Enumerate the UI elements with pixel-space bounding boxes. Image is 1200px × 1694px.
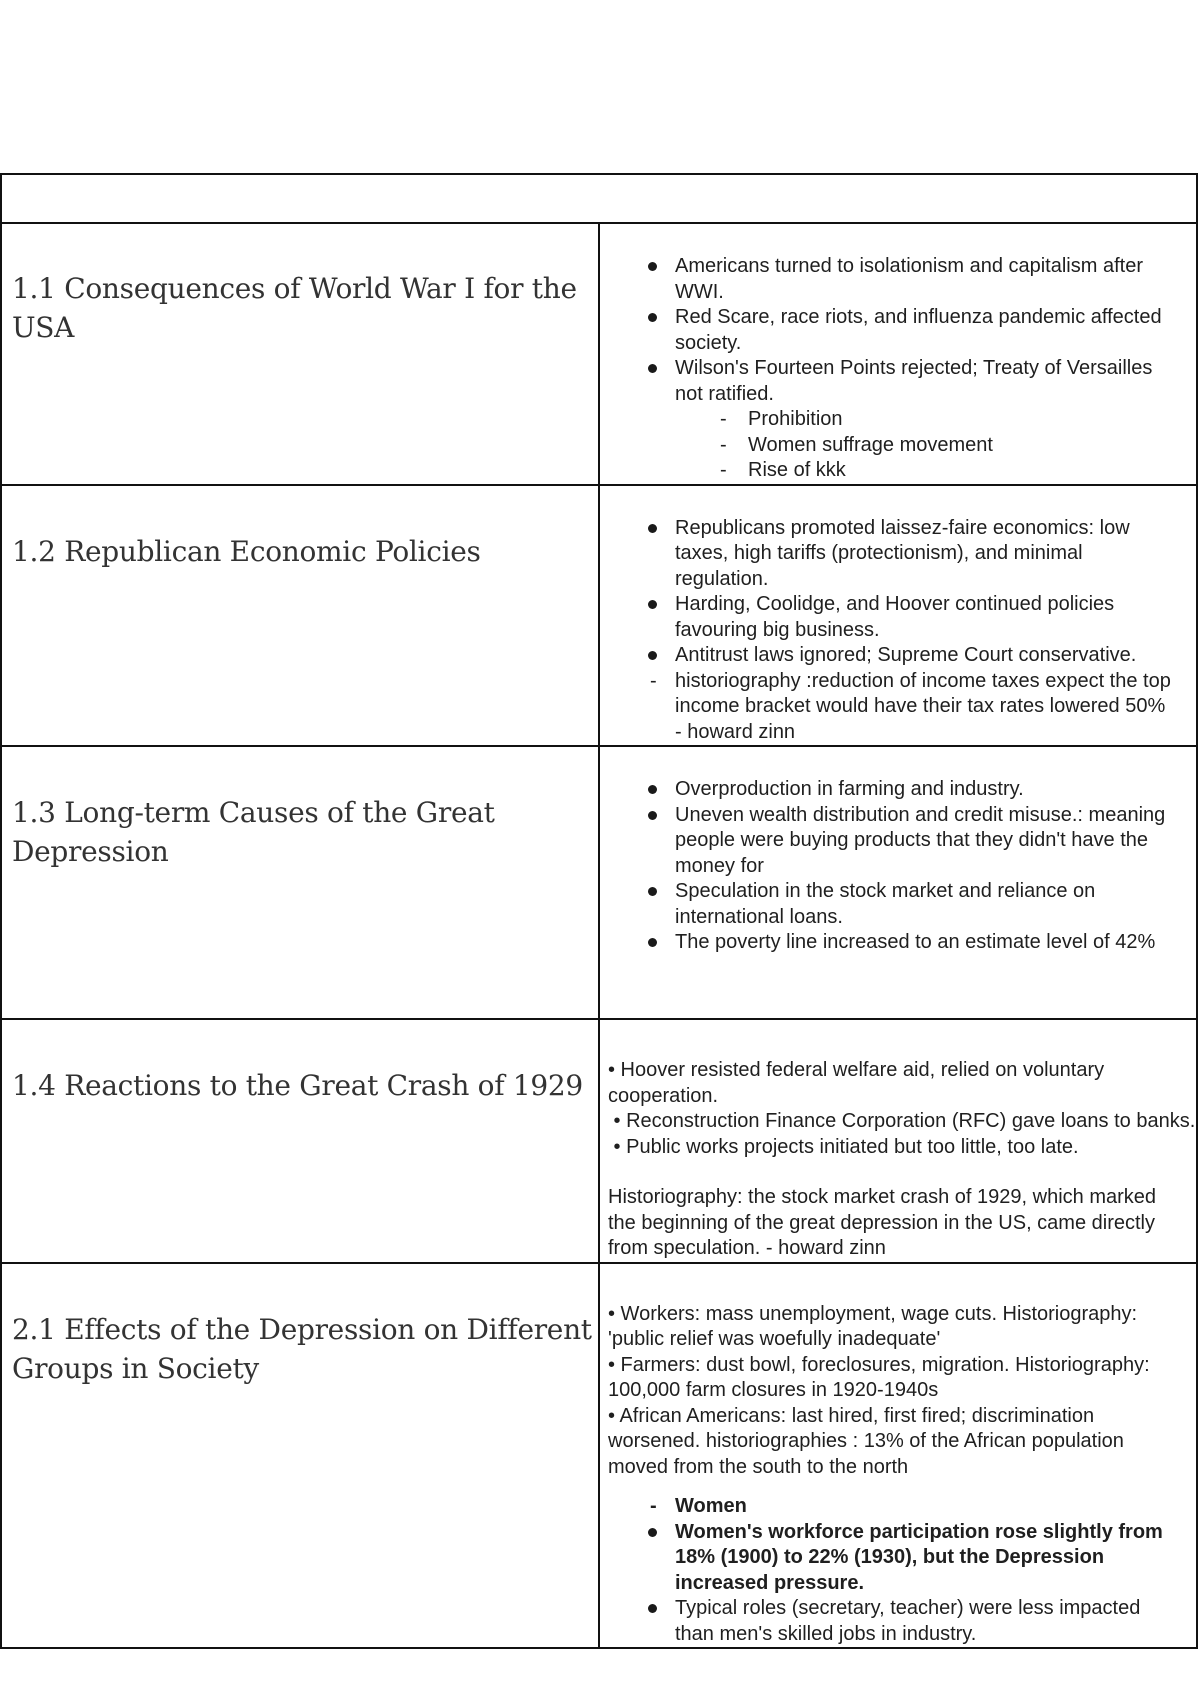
bullet-list [608,777,1176,956]
historiography-text: Historiography: the stock market crash of 1929, which marked the beginning of the great depression in the US, came directly from speculation. - howard zinn [608,1186,1157,1259]
bullet-item: Antitrust laws ignored; Supreme Court conservative. [608,643,1176,669]
topic-title: 2.1 Effects of the Depression on Different Groups in Society [12,1312,592,1385]
bullet-item: Overproduction in farming and industry. [608,777,1176,803]
bullet-item: Speculation in the stock market and reliance on international loans. [608,879,1176,930]
table-row [1,485,1197,747]
text-line: • Reconstruction Finance Corporation (RFC) gave loans to banks. [608,1110,1196,1132]
text-line: • Public works projects initiated but too little, too late. [608,1135,1079,1158]
bullet-list [608,1494,1176,1647]
content-cell [599,223,1197,485]
bullet-item: Uneven wealth distribution and credit misuse.: meaning people were buying products that they didn't have the money for [608,803,1176,880]
bullet-item: The poverty line increased to an estimate level of 42% [608,930,1176,956]
table-row [1,1263,1197,1649]
sub-bullet-item: - Women suffrage movement [608,433,1176,459]
sub-bullet-item: - Prohibition [608,407,1176,433]
bullet-item: Harding, Coolidge, and Hoover continued policies favouring big business. [608,592,1176,643]
topic-title: 1.2 Republican Economic Policies [12,534,481,568]
table-header-row [1,174,1197,223]
empty-header-cell [1,174,1197,223]
bullet-list [608,516,1176,746]
table-row [1,746,1197,1019]
text-line: • African Americans: last hired, first fired; discrimination worsened. historiographies : 13% of the African population moved from the south to the north [608,1404,1124,1478]
bullet-item: Wilson's Fourteen Points rejected; Treaty of Versailles not ratified. [608,356,1176,407]
topic-title: 1.1 Consequences of World War I for the USA [12,272,577,344]
topic-cell [1,746,599,1019]
bullet-item: Red Scare, race riots, and influenza pandemic affected society. [608,305,1176,356]
text-line: • Farmers: dust bowl, foreclosures, migration. Historiography: 100,000 farm closures in 1920-1940s [608,1353,1150,1401]
bullet-item: Americans turned to isolationism and capitalism after WWI. [608,254,1176,305]
content-cell [599,485,1197,747]
notes-table [0,173,1198,1649]
bullet-list [608,254,1176,407]
bullet-item: Typical roles (secretary, teacher) were less impacted than men's skilled jobs in industry. [608,1596,1176,1647]
topic-cell [1,223,599,485]
content-cell [599,1019,1197,1263]
text-line: • Hoover resisted federal welfare aid, relied on voluntary cooperation. [608,1059,1105,1107]
table-row [1,1019,1197,1263]
topic-title: 1.4 Reactions to the Great Crash of 1929 [12,1069,583,1102]
topic-cell [1,1019,599,1263]
content-cell [599,1263,1197,1649]
bullet-item: Women's workforce participation rose slightly from 18% (1900) to 22% (1930), but the Depression increased pressure. [608,1520,1176,1597]
topic-cell [1,485,599,747]
sub-bullet-list [608,407,1176,484]
content-cell [599,746,1197,1019]
bullet-item: Republicans promoted laissez-faire economics: low taxes, high tariffs (protectionism), and minimal regulation. [608,516,1176,593]
spacer [608,1160,1176,1185]
historiography-item: - historiography :reduction of income taxes expect the top income bracket would have their tax rates lowered 50% - howard zinn [608,669,1176,746]
sub-bullet-item: - Rise of kkk [608,458,1176,484]
table-row [1,223,1197,485]
spacer [608,1480,1176,1494]
topic-title: 1.3 Long-term Causes of the Great Depression [12,796,495,868]
text-line: • Workers: mass unemployment, wage cuts. Historiography: 'public relief was woefully inadequate' [608,1302,1138,1350]
women-heading: - Women [608,1494,1176,1520]
topic-cell [1,1263,599,1649]
